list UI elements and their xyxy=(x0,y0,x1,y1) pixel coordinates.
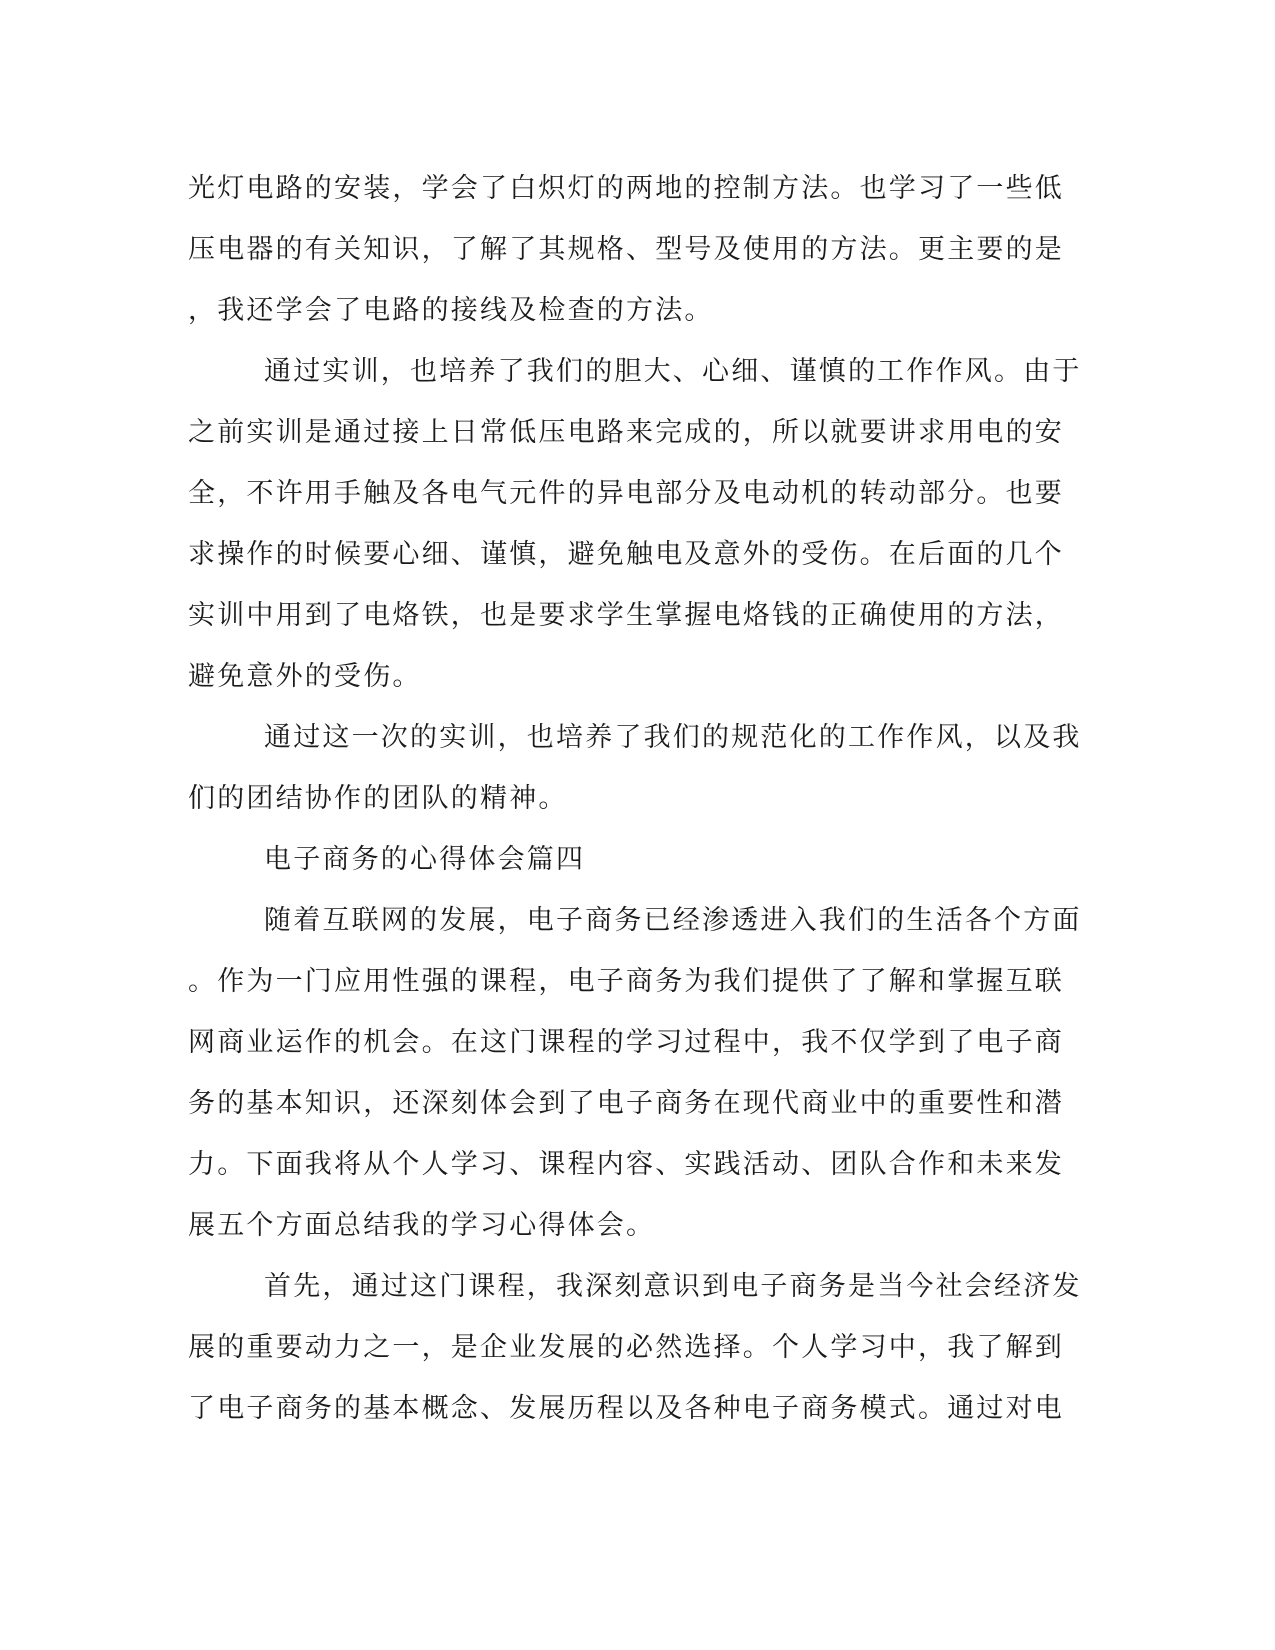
text-line: 之前实训是通过接上日常低压电路来完成的，所以就要讲求用电的安 xyxy=(188,417,1064,448)
text-line: 力。下面我将从个人学习、课程内容、实践活动、团队合作和未来发 xyxy=(188,1149,1064,1180)
text-line: 压电器的有关知识，了解了其规格、型号及使用的方法。更主要的是 xyxy=(188,234,1064,265)
paragraph-start-line: 通过实训，也培养了我们的胆大、心细、谨慎的工作作风。由于 xyxy=(264,356,1082,387)
paragraph-start-line: 随着互联网的发展，电子商务已经渗透进入我们的生活各个方面 xyxy=(264,905,1082,936)
document-body xyxy=(188,158,1082,1439)
text-line: 展五个方面总结我的学习心得体会。 xyxy=(188,1210,656,1241)
text-line: 全，不许用手触及各电气元件的异电部分及电动机的转动部分。也要 xyxy=(188,478,1064,509)
text-line: 展的重要动力之一，是企业发展的必然选择。个人学习中，我了解到 xyxy=(188,1332,1064,1363)
text-line: 实训中用到了电烙铁，也是要求学生掌握电烙钱的正确使用的方法， xyxy=(188,600,1064,631)
text-line: 。作为一门应用性强的课程，电子商务为我们提供了了解和掌握互联 xyxy=(188,966,1064,997)
paragraph-start-line: 通过这一次的实训，也培养了我们的规范化的工作作风，以及我 xyxy=(264,722,1082,753)
text-line: 求操作的时候要心细、谨慎，避免触电及意外的受伤。在后面的几个 xyxy=(188,539,1064,570)
text-line: ，我还学会了电路的接线及检查的方法。 xyxy=(188,295,714,326)
text-line: 光灯电路的安装，学会了白炽灯的两地的控制方法。也学习了一些低 xyxy=(188,173,1064,204)
section-heading: 电子商务的心得体会篇四 xyxy=(264,844,586,875)
text-line: 了电子商务的基本概念、发展历程以及各种电子商务模式。通过对电 xyxy=(188,1393,1064,1424)
text-line: 避免意外的受伤。 xyxy=(188,661,422,692)
paragraph-start-line: 首先，通过这门课程，我深刻意识到电子商务是当今社会经济发 xyxy=(264,1271,1082,1302)
text-line: 们的团结协作的团队的精神。 xyxy=(188,783,568,814)
text-line: 务的基本知识，还深刻体会到了电子商务在现代商业中的重要性和潜 xyxy=(188,1088,1064,1119)
text-line: 网商业运作的机会。在这门课程的学习过程中，我不仅学到了电子商 xyxy=(188,1027,1064,1058)
